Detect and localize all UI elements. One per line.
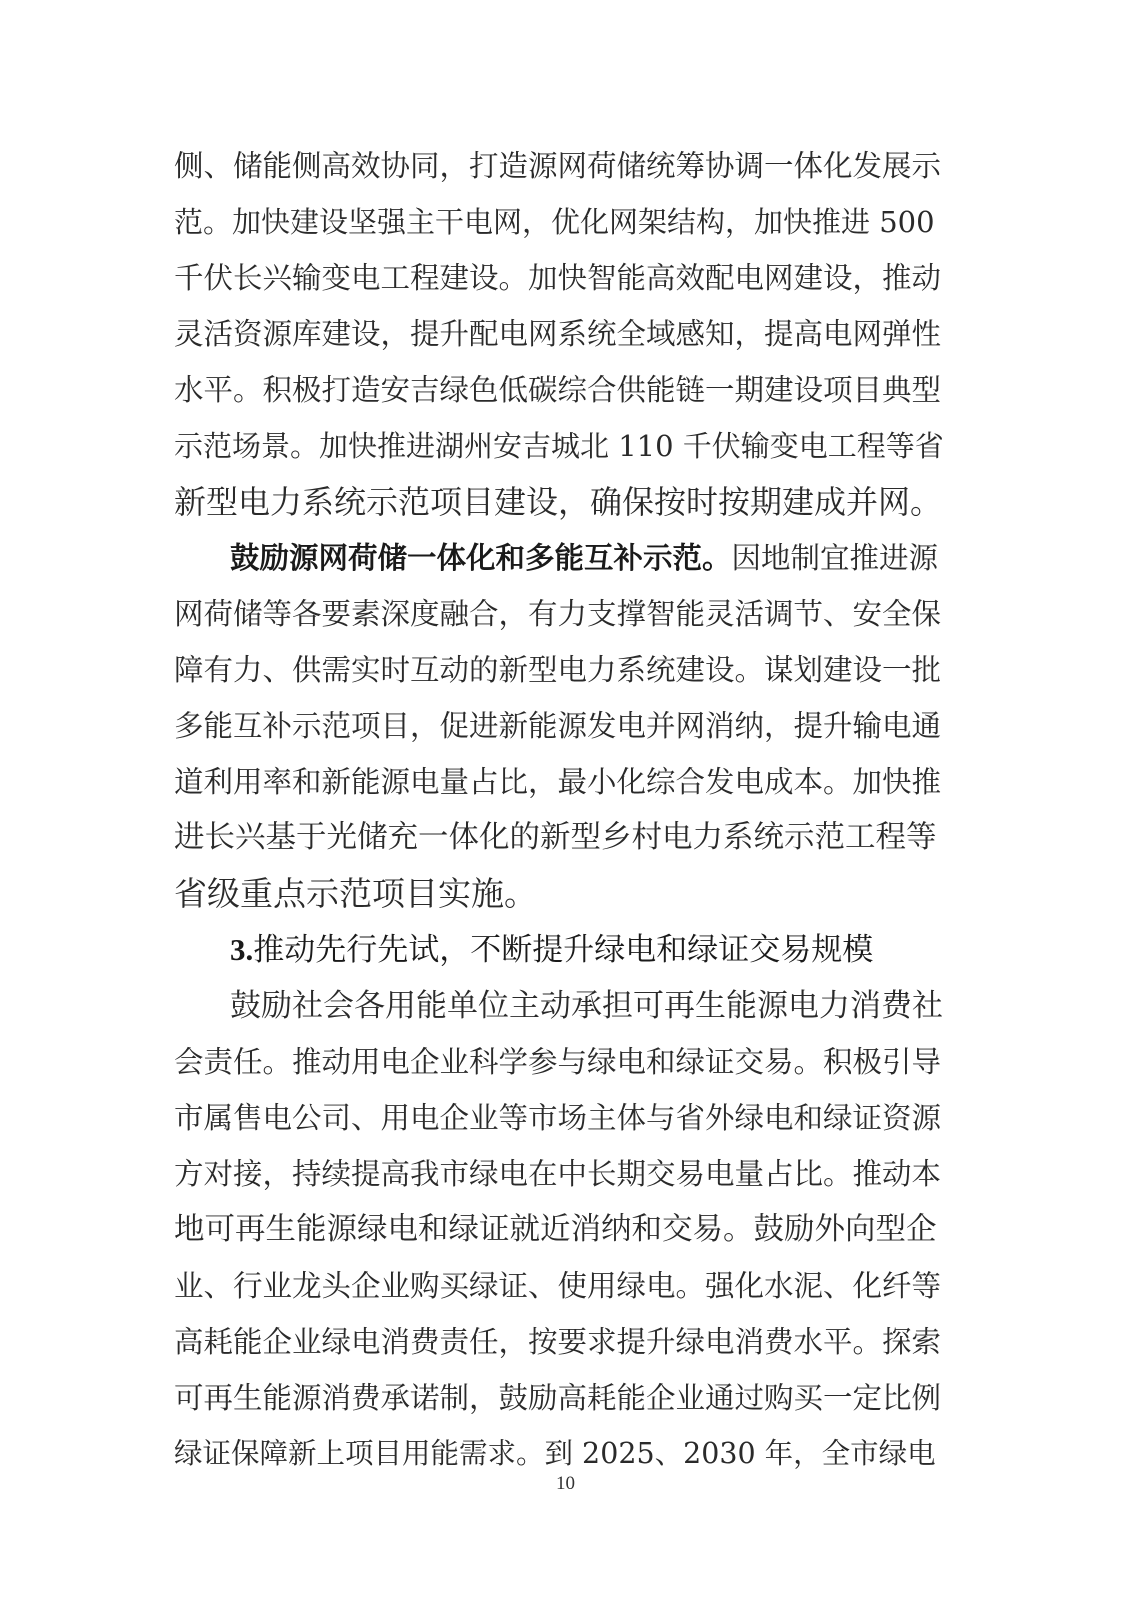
- paragraph-line: 道利用率和新能源电量占比，最小化综合发电成本。加快推: [174, 765, 942, 799]
- paragraph-line: 业、行业龙头企业购买绿证、使用绿电。强化水泥、化纤等: [174, 1269, 942, 1303]
- paragraph-line: 省级重点示范项目实施。: [174, 874, 537, 913]
- paragraph-line: 多能互补示范项目，促进新能源发电并网消纳，提升输电通: [174, 709, 942, 743]
- paragraph-line: 地可再生能源绿电和绿证就近消纳和交易。鼓励外向型企: [174, 1212, 937, 1247]
- paragraph-line: 水平。积极打造安吉绿色低碳综合供能链一期建设项目典型: [174, 373, 942, 407]
- paragraph-line: 网荷储等各要素深度融合，有力支撑智能灵活调节、安全保: [174, 597, 942, 631]
- paragraph-line: 绿证保障新上项目用能需求。到 2025、2030 年，全市绿电: [174, 1437, 936, 1470]
- paragraph-first-line: [230, 526, 944, 590]
- section-title: 推动先行先试，不断提升绿电和绿证交易规模: [253, 932, 874, 968]
- section-heading: [230, 918, 944, 982]
- paragraph-line: 千伏长兴输变电工程建设。加快智能高效配电网建设，推动: [174, 261, 942, 295]
- paragraph-line: 会责任。推动用电企业科学参与绿电和绿证交易。积极引导: [174, 1045, 942, 1079]
- page-number: 10: [556, 1473, 575, 1494]
- paragraph-line: 新型电力系统示范项目建设，确保按时按期建成并网。: [174, 483, 943, 521]
- paragraph-line: 进长兴基于光储充一体化的新型乡村电力系统示范工程等: [174, 820, 937, 855]
- paragraph-line: 灵活资源库建设，提升配电网系统全域感知，提高电网弹性: [174, 317, 942, 351]
- paragraph-line: 示范场景。加快推进湖州安吉城北 110 千伏输变电工程等省: [174, 429, 944, 463]
- paragraph-line: 障有力、供需实时互动的新型电力系统建设。谋划建设一批: [174, 653, 942, 687]
- paragraph-line: 可再生能源消费承诺制，鼓励高耗能企业通过购买一定比例: [174, 1381, 942, 1415]
- paragraph-line: 范。加快建设坚强主干电网，优化网架结构，加快推进 500: [174, 205, 935, 239]
- paragraph-line: 方对接，持续提高我市绿电在中长期交易电量占比。推动本: [174, 1157, 942, 1191]
- section-number: 3.: [230, 932, 254, 967]
- paragraph-lead: 鼓励源网荷储一体化和多能互补示范。: [230, 540, 732, 575]
- paragraph-text: 因地制宜推进源: [731, 541, 939, 575]
- paragraph-line: 市属售电公司、用电企业等市场主体与省外绿电和绿证资源: [174, 1101, 942, 1135]
- paragraph-first-line: 鼓励社会各用能单位主动承担可再生能源电力消费社: [230, 988, 943, 1024]
- paragraph-line: 高耗能企业绿电消费责任，按要求提升绿电消费水平。探索: [174, 1325, 942, 1359]
- paragraph-line: 侧、储能侧高效协同，打造源网荷储统筹协调一体化发展示: [174, 149, 942, 183]
